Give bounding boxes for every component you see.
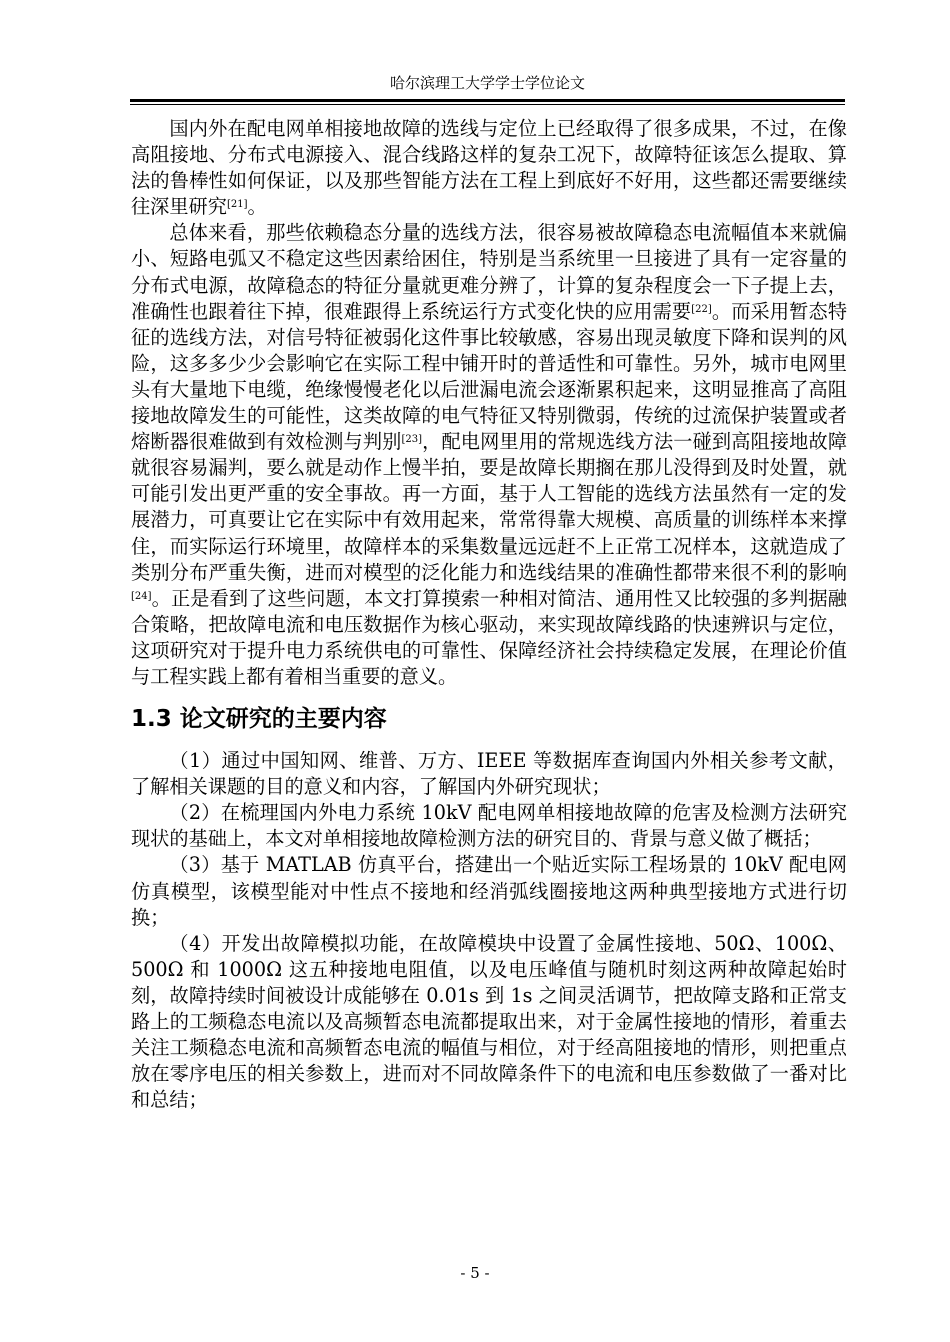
content-item-4: （4）开发出故障模拟功能，在故障模块中设置了金属性接地、50Ω、100Ω、500Ω 和 1000Ω 这五种接地电阻值，以及电压峰值与随机时刻这两种故障起始时刻，故障持续时间被设计成能够在 0.01s 到 1s 之间灵活调节，把故障支路和正常支路上的工频稳态电流以及高频暂态电流都提取出来，对于金属性接地的情形，着重去关注工频稳态电流和高频暂态电流的幅值与相位，对于经高阻接地的情形，则把重点放在零序电压的相关参数上，进而对不同故障条件下的电流和电压参数做了一番对比和总结； — [131, 931, 847, 1112]
paragraph-1-text: 国内外在配电网单相接地故障的选线与定位上已经取得了很多成果，不过，在像高阻接地、分布式电源接入、混合线路这样的复杂工况下，故障特征该怎么提取、算法的鲁棒性如何保证，以及那些智能方法在工程上到底好不好用，这些都还需要继续往深里研究 — [131, 117, 847, 219]
citation-23: [23] — [401, 434, 422, 446]
header-rule-thin — [130, 104, 845, 105]
paragraph-2 — [131, 220, 847, 690]
content-item-1: （1）通过中国知网、维普、万方、IEEE 等数据库查询国内外相关参考文献，了解相关课题的目的意义和内容，了解国内外研究现状； — [131, 749, 847, 799]
citation-22: [22] — [691, 303, 712, 315]
content-item-3: （3）基于 MATLAB 仿真平台，搭建出一个贴近实际工程场景的 10kV 配电网仿真模型，该模型能对中性点不接地和经消弧线圈接地这两种典型接地方式进行切换； — [131, 853, 847, 929]
body-text — [131, 116, 847, 1113]
content-item-2: （2）在梳理国内外电力系统 10kV 配电网单相接地故障的危害及检测方法研究现状的基础上，本文对单相接地故障检测方法的研究目的、背景与意义做了概括； — [131, 801, 847, 851]
paragraph-2-seg-3: ，配电网里用的常规选线方法一碰到高阻接地故障就很容易漏判，要么就是动作上慢半拍，要是故障长期搁在那儿没得到及时处置，就可能引发出更严重的安全事故。再一方面，基于人工智能的选线方法虽然有一定的发展潜力，可真要让它在实际中有效用起来，常常得靠大规模、高质量的训练样本来撑住，而实际运行环境里，故障样本的采集数量远远赶不上正常工况样本，这就造成了类别分布严重失衡，进而对模型的泛化能力和选线结果的准确性都带来很不利的影响 — [131, 430, 848, 584]
paragraph-2-seg-1: 总体来看，那些依赖稳态分量的选线方法，很容易被故障稳态电流幅值本来就偏小、短路电弧又不稳定这些因素给困住，特别是当系统里一旦接进了具有一定容量的分布式电源，故障稳态的特征分量就更难分辨了，计算的复杂程度会一下子提上去，准确性也跟着往下掉，很难跟得上系统运行方式变化快的应用需要 — [131, 221, 847, 323]
header-rule-thick — [130, 99, 845, 102]
citation-24: [24] — [131, 590, 152, 602]
page-number: - 5 - — [460, 1264, 490, 1282]
paragraph-1-tail: 。 — [247, 195, 267, 219]
paragraph-2-seg-2: 。而采用暂态特征的选线方法，对信号特征被弱化这件事比较敏感，容易出现灵敏度下降和误判的风险，这多多少少会影响它在实际工程中铺开时的普适性和可靠性。另外，城市电网里头有大量地下电缆，绝缘慢慢老化以后泄漏电流会逐渐累积起来，这明显推高了高阻接地故障发生的可能性，这类故障的电气特征又特别微弱，传统的过流保护装置或者熔断器很难做到有效检测与判别 — [131, 299, 848, 454]
running-header: 哈尔滨理工大学学士学位论文 — [389, 74, 585, 92]
citation-21: [21] — [226, 199, 248, 211]
paragraph-1 — [131, 116, 847, 220]
paragraph-2-seg-4: 。正是看到了这些问题，本文打算摸索一种相对简洁、通用性又比较强的多判据融合策略，把故障电流和电压数据作为核心驱动，来实现故障线路的快速辨识与定位，这项研究对于提升电力系统供电的可靠性、保障经济社会持续稳定发展，在理论价值与工程实践上都有着相当重要的意义。 — [131, 586, 847, 688]
section-heading: 1.3 论文研究的主要内容 — [131, 706, 387, 733]
